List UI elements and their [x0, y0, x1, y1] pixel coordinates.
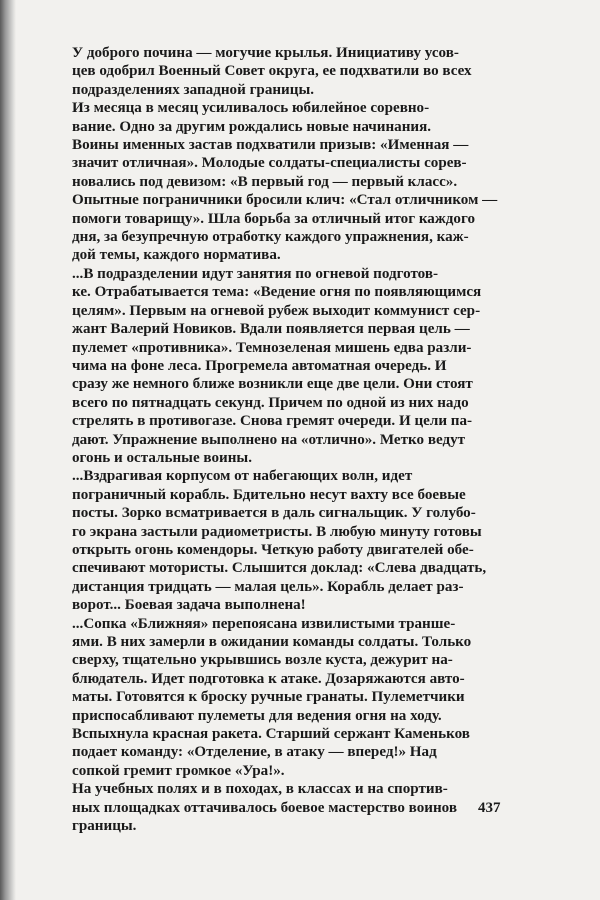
paragraph-1: У доброго почина — могучие крылья. Инициативу усов- цев одобрил Военный Совет округа, ее подхватили во всех подразделениях западной границы. — [72, 45, 472, 98]
binding-shadow — [0, 0, 16, 900]
paragraph-3: ...В подразделении идут занятия по огневой подготов- ке. Отрабатывается тема: «Ведение огня по появляющимся целям». Первым на огневой рубеж выходит коммунист сер- жант Валерий Новиков. Вдали появляется первая цель — пулемет «противника». Темнозеленая мишень едва разли- чима на фоне леса. Прогремела автоматная очередь. И сразу же немного ближе возникли еще две цели. Они стоят всего по пятнадцать секунд. Причем по одной из них надо стрелять в противогазе. Снова гремят очереди. И цели па- дают. Упражнение выполнено на «отлично». Метко ведут огонь и остальные воины. — [72, 265, 482, 466]
paragraph-2: Из месяца в месяц усиливалось юбилейное соревно- вание. Одно за другим рождались новые начинания. Воины именных застав подхватили призыв: «Именная — значит отличная». Молодые солдаты-специалисты сорев- новались под девизом: «В первый год — первый класс». Опытные пограничники бросили клич: «Стал отличником — помоги товарищу». Шла борьба за отличный итог каждого дня, за безупречную отработку каждого упражнения, каж- дой темы, каждого норматива. — [72, 100, 498, 264]
page-number: 437 — [478, 800, 501, 816]
paragraph-4: ...Вздрагивая корпусом от набегающих волн, идет пограничный корабль. Бдительно несут вахту все боевые посты. Зорко всматривается в даль сигнальщик. У голубо- го экрана застыли радиометристы. В любую минуту готовы открыть огонь комендоры. Четкую работу двигателей обе- спечивают мотористы. Слышится доклад: «Слева двадцать, дистанция тридцать — малая цель». Корабль делает раз- ворот... Боевая задача выполнена! — [72, 468, 487, 614]
paragraph-5: ...Сопка «Ближняя» перепоясана извилистыми транше- ями. В них замерли в ожидании команды солдаты. Только сверху, тщательно укрывшись возле куста, дежурит на- блюдатель. Идет подготовка к атаке. Дозаряжаются авто- маты. Готовятся к броску ручные гранаты. Пулеметчики приспосабливают пулеметы для ведения огня на ходу. Вспыхнула красная ракета. Старший сержант Каменьков подает команду: «Отделение, в атаку — вперед!» Над сопкой гремит громкое «Ура!». — [72, 615, 472, 779]
body-text — [72, 44, 526, 835]
paragraph-6: На учебных полях и в походах, в классах и на спортив- ных площадках оттачивалось боевое мастерство воинов границы. — [72, 781, 457, 835]
